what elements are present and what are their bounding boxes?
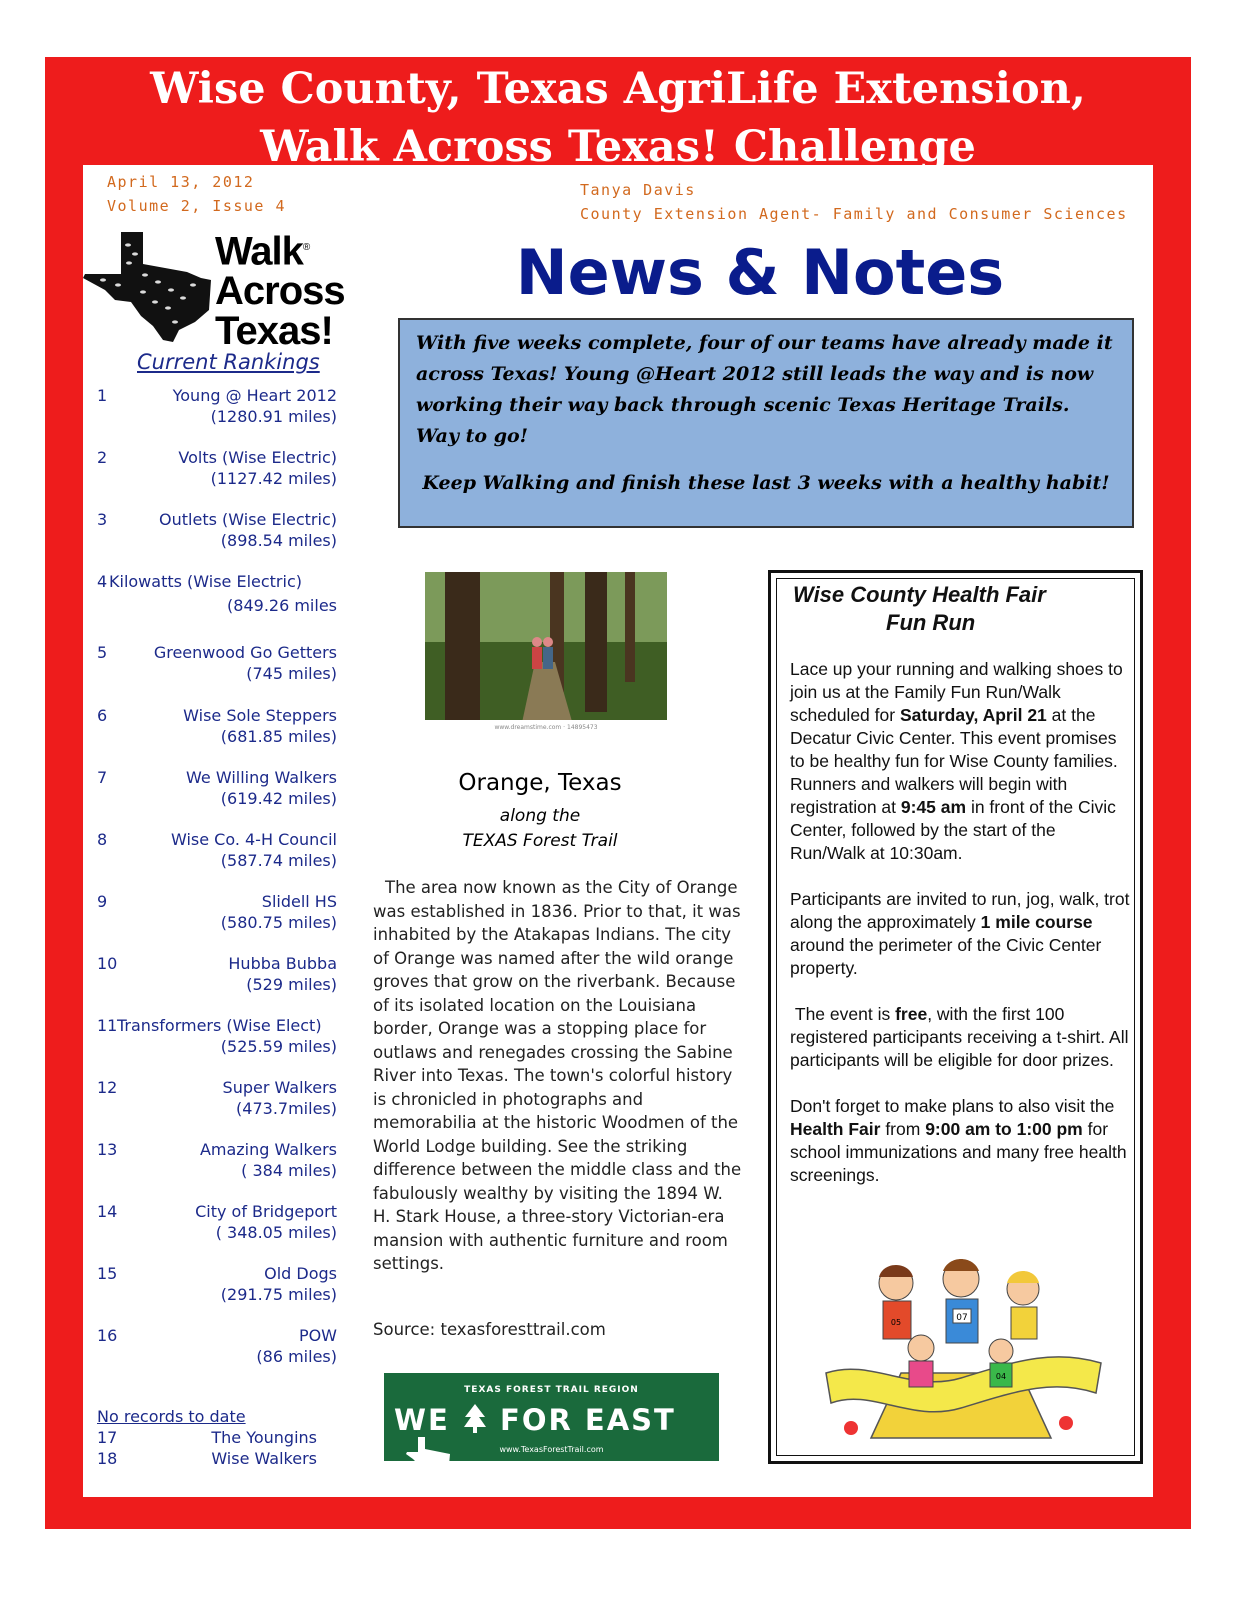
rankings-heading: Current Rankings <box>137 350 320 374</box>
article-body: The area now known as the City of Orange was established in 1836. Prior to that, it was inhabited by the Atakapas Indians. The city of Orange was named after the wild orange groves that grow on the riverbank. Because of its isolated location on the Louisiana border, Orange was a stopping place for outlaws and renegades crossing the Sabine River into Texas. The town's colorful history is chronicled in photographs and memorabilia at the historic Woodmen of the World Lodge building. See the striking difference between the middle class and the fabulously wealthy by visiting the 1894 W. H. Stark House, a three-story Victorian-era mansion with authentic furniture and room settings. <box>373 878 742 1273</box>
tree-icon <box>462 1403 488 1433</box>
fair-text: Participants are invited to run, jog, walk, trot along the approximately <box>790 889 1130 932</box>
ranking-item <box>97 891 337 933</box>
news-notes-title: News & Notes <box>515 236 1005 309</box>
team-name: Old Dogs <box>264 1264 337 1283</box>
title-line2: Walk Across Texas! Challenge <box>260 122 976 172</box>
issue-info <box>107 170 286 218</box>
team-name: Super Walkers <box>222 1078 337 1097</box>
team-name: Kilowatts (Wise Electric) <box>109 572 302 591</box>
health-fair-title-line1: Wise County Health Fair <box>793 582 1046 607</box>
photo-caption: www.dreamstime.com · 14895473 <box>494 724 598 731</box>
team-name: Slidell HS <box>261 892 337 911</box>
fair-text: for school immunizations and many free health screenings. <box>790 1119 1127 1185</box>
team-miles: ( 348.05 miles) <box>215 1223 337 1242</box>
banner-main-text <box>394 1403 719 1478</box>
intro-text: With five weeks complete, four of our teams have already made it across Texas! Young @Heart 2012 still leads the way and is now working their way back through scenic Texas Heritage Trails. Way to go! <box>416 332 1113 447</box>
fair-health-fair: Health Fair <box>790 1119 881 1139</box>
ranking-item <box>97 767 337 809</box>
ranking-item <box>97 1077 337 1119</box>
ranking-item <box>97 1139 337 1181</box>
title-line1: Wise County, Texas AgriLife Extension, <box>150 64 1086 114</box>
ranking-item <box>97 385 337 427</box>
ranking-item <box>97 705 337 747</box>
article-title: Orange, Texas <box>458 770 622 796</box>
banner-we: WE <box>394 1403 450 1437</box>
rank-number: 17 <box>97 1428 118 1447</box>
fair-text: around the perimeter of the Civic Center property. <box>790 935 1102 978</box>
fair-text: Lace up your running and walking shoes to join us at the Family Fun Run/Walk scheduled for <box>790 659 1123 725</box>
list-item <box>97 1448 337 1469</box>
team-miles: (681.85 miles) <box>220 727 337 746</box>
team-miles: (1280.91 miles) <box>210 407 337 426</box>
rank-number: 3 <box>97 510 108 529</box>
logo-line3: Texas! <box>215 309 333 354</box>
article-source: Source: texasforesttrail.com <box>373 1320 606 1339</box>
article-subtitle-line1: along the <box>499 806 581 826</box>
rank-number: 13 <box>97 1140 118 1159</box>
team-name: Wise Co. 4-H Council <box>170 830 337 849</box>
ranking-item <box>97 953 337 995</box>
logo-line1: Walk <box>215 229 303 274</box>
banner-for-east: FOR EAST <box>500 1403 676 1437</box>
team-miles: (745 miles) <box>246 664 337 683</box>
article-subtitle <box>380 804 700 854</box>
bib-number: 05 <box>890 1318 902 1327</box>
fair-text: Don't forget to make plans to also visit the <box>790 1096 1115 1116</box>
team-miles: (291.75 miles) <box>220 1285 337 1304</box>
fair-paragraph-4 <box>790 1095 1135 1187</box>
team-miles: (587.74 miles) <box>220 851 337 870</box>
ranking-item <box>97 1201 337 1243</box>
article-subtitle-line2: TEXAS Forest Trail <box>462 831 618 851</box>
team-miles: (849.26 miles <box>227 596 337 615</box>
issue-date: April 13, 2012 <box>107 173 255 191</box>
fair-text: in front of the Civic Center, followed by the start of the Run/Walk at 10:30am. <box>790 797 1116 863</box>
team-miles: (898.54 miles) <box>220 531 337 550</box>
list-item <box>97 1427 337 1448</box>
forest-trail-photo <box>425 572 667 732</box>
ranking-item <box>97 829 337 871</box>
rank-number: 2 <box>97 448 108 467</box>
fair-course: 1 mile course <box>980 912 1093 932</box>
team-name: City of Bridgeport <box>195 1202 337 1221</box>
team-name: Transformers (Wise Elect) <box>117 1016 322 1035</box>
ranking-item <box>97 1263 337 1305</box>
rank-number: 12 <box>97 1078 118 1097</box>
rank-number: 1 <box>97 386 108 405</box>
health-fair-body <box>790 658 1135 1210</box>
ranking-item <box>97 571 337 616</box>
logo-line2: Across <box>215 269 345 314</box>
bib-number: 04 <box>995 1372 1007 1381</box>
team-miles: (529 miles) <box>246 975 337 994</box>
rank-number: 14 <box>97 1202 118 1221</box>
health-fair-title-line2: Fun Run <box>886 610 976 635</box>
intro-cta: Keep Walking and finish these last 3 weeks with a healthy habit! <box>422 472 1110 494</box>
team-miles: (86 miles) <box>256 1347 337 1366</box>
team-miles: (580.75 miles) <box>220 913 337 932</box>
texas-outline-icon <box>406 1437 452 1477</box>
rank-number: 6 <box>97 706 108 725</box>
team-name: POW <box>298 1326 337 1345</box>
walk-across-texas-logo <box>215 228 345 354</box>
health-fair-title <box>793 581 1093 637</box>
team-name: Greenwood Go Getters <box>153 643 337 662</box>
health-fair-box <box>768 570 1143 1464</box>
team-name: Hubba Bubba <box>228 954 337 973</box>
team-name: Outlets (Wise Electric) <box>159 510 337 529</box>
forest-trail-banner <box>384 1373 719 1461</box>
issue-volume: Volume 2, Issue 4 <box>107 197 287 215</box>
fair-text: The event is <box>794 1004 896 1024</box>
banner-url: www.TexasForestTrail.com <box>499 1445 604 1454</box>
rank-number: 18 <box>97 1449 118 1468</box>
team-name: We Willing Walkers <box>186 768 337 787</box>
team-name: Volts (Wise Electric) <box>178 448 337 467</box>
no-records-section <box>97 1406 337 1469</box>
team-name: Amazing Walkers <box>199 1140 337 1159</box>
team-miles: (525.59 miles) <box>220 1037 337 1056</box>
logo-registered-mark: ® <box>302 242 310 253</box>
agent-info <box>580 178 1128 226</box>
ranking-item <box>97 1015 337 1057</box>
team-miles: (1127.42 miles) <box>210 469 337 488</box>
rank-number: 15 <box>97 1264 118 1283</box>
team-name: Wise Sole Steppers <box>183 706 337 725</box>
ranking-item <box>97 1325 337 1367</box>
team-miles: ( 384 miles) <box>241 1161 337 1180</box>
ranking-item <box>97 509 337 551</box>
newsletter-title <box>45 60 1191 176</box>
ranking-item <box>97 447 337 489</box>
rank-number: 10 <box>97 954 118 973</box>
rank-number: 7 <box>97 768 108 787</box>
rank-number: 16 <box>97 1326 118 1345</box>
fair-date: Saturday, April 21 <box>899 705 1047 725</box>
team-name: Young @ Heart 2012 <box>172 386 337 405</box>
fair-paragraph-1 <box>790 658 1135 865</box>
running-kids-illustration <box>811 1253 1111 1453</box>
rank-number: 9 <box>97 892 108 911</box>
ranking-item <box>97 642 337 684</box>
rank-number: 4 <box>97 572 108 591</box>
fair-time: 9:00 am to 1:00 pm <box>925 1119 1083 1139</box>
team-name: Wise Walkers <box>211 1449 317 1468</box>
no-records-heading: No records to date <box>97 1407 246 1426</box>
fair-text: at the Decatur Civic Center. This event promises to be healthy fun for Wise County families. Runners and walkers will begin with registration at <box>790 705 1118 817</box>
bib-number: 07 <box>956 1313 968 1323</box>
fair-free: free <box>895 1004 928 1024</box>
rank-number: 5 <box>97 643 108 662</box>
fair-text: from <box>880 1119 926 1139</box>
fair-registration-time: 9:45 am <box>900 797 967 817</box>
banner-top-text: TEXAS FOREST TRAIL REGION <box>464 1385 639 1395</box>
agent-name: Tanya Davis <box>580 181 696 199</box>
intro-box <box>398 318 1134 528</box>
agent-title: County Extension Agent- Family and Consumer Sciences <box>580 205 1128 223</box>
fair-text: , with the first 100 registered participants receiving a t-shirt. All participants will be eligible for door prizes. <box>790 1004 1129 1070</box>
fair-paragraph-2 <box>790 888 1135 980</box>
rank-number: 8 <box>97 830 108 849</box>
rank-number: 11 <box>97 1016 118 1035</box>
team-miles: (619.42 miles) <box>220 789 337 808</box>
fair-paragraph-3 <box>790 1003 1135 1072</box>
team-miles: (473.7miles) <box>236 1099 337 1118</box>
team-name: The Youngins <box>211 1428 317 1447</box>
